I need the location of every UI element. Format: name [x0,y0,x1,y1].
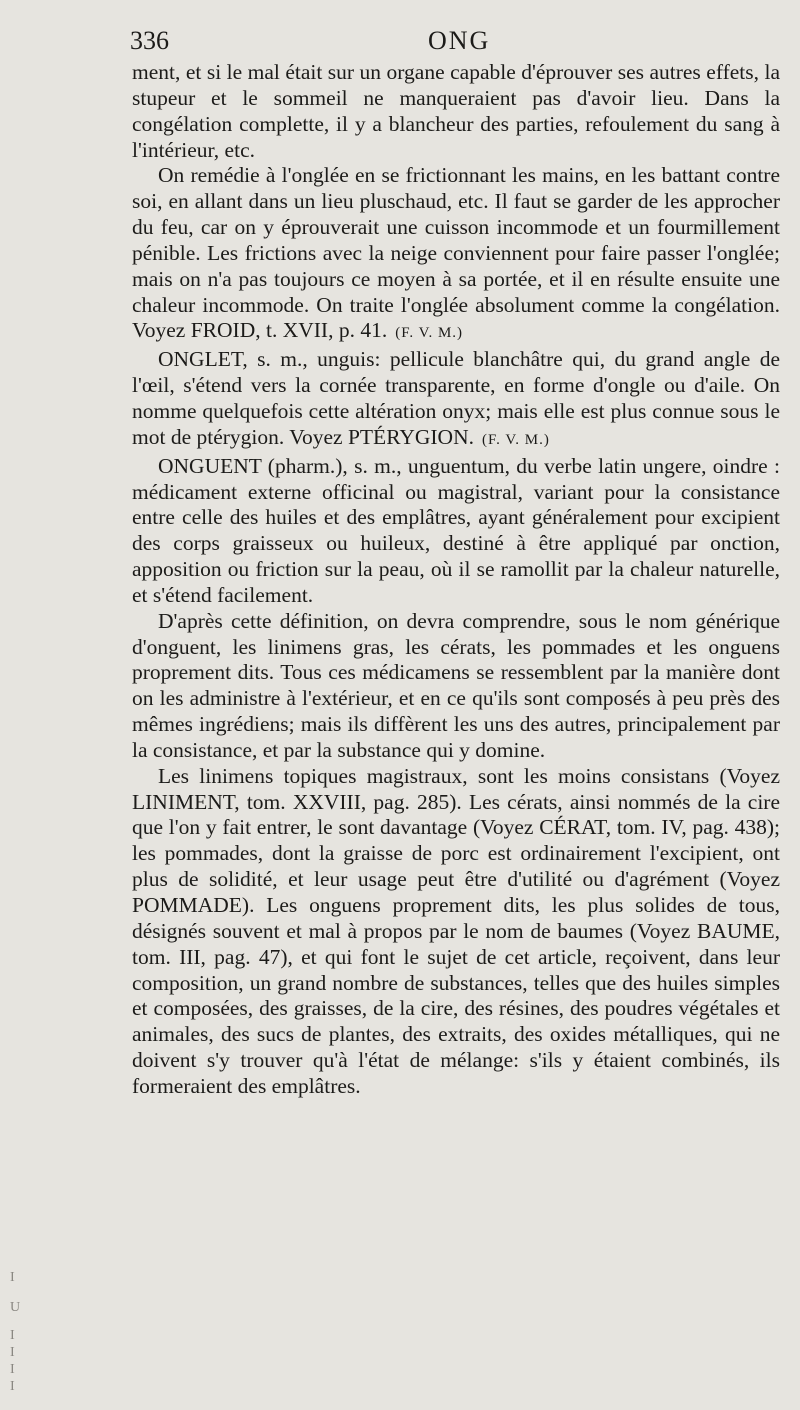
author-signature: (F. V. M.) [481,431,550,448]
author-signature: (F. V. M.) [395,325,464,342]
margin-mark: U [10,1300,21,1315]
paragraph-linimens: Les linimens topiques magistraux, sont les moins consistans (Voyez LINIMENT, tom. XXVIII, pag. 285). Les cérats, ainsi nommés de la cire que l'on y fait entrer, le sont davantage (Voyez CÉRAT, tom. IV, pag. 438); les pommades, dont la graisse de porc est ordinairement l'excipient, ont plus de solidité, et leur usage peut être d'utilité ou d'agrément (Voyez POMMADE). Les onguens proprement dits, les plus solides de tous, désignés souvent et mal à propos par le nom de baumes (Voyez BAUME, tom. III, pag. 47), et qui font le sujet de cet article, reçoivent, dans leur composition, un grand nombre de substances, telles que des huiles simples et composées, des graisses, de la cire, des résines, des poudres végétales et animales, des sucs de plantes, des extraits, des oxides métalliques, qui ne doivent s'y trouver qu'à l'état de mélange: s'ils y étaient combinés, ils formeraient des emplâtres. [132,763,780,1098]
margin-mark: I [10,1328,15,1343]
page-header [130,26,780,60]
margin-mark: I [10,1362,15,1377]
entry-onglet: ONGLET, s. m., unguis: pellicule blanchâtre qui, du grand angle de l'œil, s'étend vers la cornée transparente, en forme d'ongle ou d'aile. On nomme quelquefois cette altération onyx; mais elle est plus connue sous le mot de ptérygion. Voyez PTÉRYGION. (F. V. M.) [132,347,780,449]
page-number: 336 [130,26,169,55]
paragraph-definition: D'après cette définition, on devra comprendre, sous le nom générique d'onguent, les linimens gras, les cérats, les pommades et les onguens proprement dits. Tous ces médicamens se ressemblent par la manière dont on les administre à l'extérieur, et en ce qu'ils sont composés à peu près des mêmes ingrédiens; mais ils diffèrent les uns des autres, principalement par la consistance, et par la substance qui y domine. [132,608,780,762]
running-head: ONG [428,26,491,55]
entry-onguent: ONGUENT (pharm.), s. m., unguentum, du verbe latin ungere, oindre : médicament externe officinal ou magistral, variant pour la consistance entre celle des huiles et des emplâtres, ayant généralement pour excipient des corps graisseux ou huileux, destiné à être appliqué par onction, apposition ou friction sur la peau, où il se ramollit par la chaleur naturelle, et s'étend facilement. [132,453,780,607]
paragraph-continuation: ment, et si le mal était sur un organe capable d'éprouver ses autres effets, la stupeur et le sommeil ne manqueraient pas d'avoir lieu. Dans la congélation complette, il y a blancheur des parties, refoulement du sang à l'intérieur, etc. [132,60,780,162]
body-text [132,60,780,1100]
margin-mark: I [10,1379,15,1394]
margin-mark: I [10,1345,15,1360]
margin-mark: I [10,1270,15,1285]
paragraph-onglee-remedy: On remédie à l'onglée en se frictionnant les mains, en les battant contre soi, en allant dans un lieu pluschaud, etc. Il faut se garder de les approcher du feu, car on y éprouverait une cuisson incommode et un fourmillement pénible. Les frictions avec la neige conviennent pour faire passer l'onglée; mais on n'a pas toujours ce moyen à sa portée, et il en résulte ensuite une chaleur incommode. On traite l'onglée absolument comme la congélation. Voyez FROID, t. XVII, p. 41. (F. V. M.) [132,163,780,343]
